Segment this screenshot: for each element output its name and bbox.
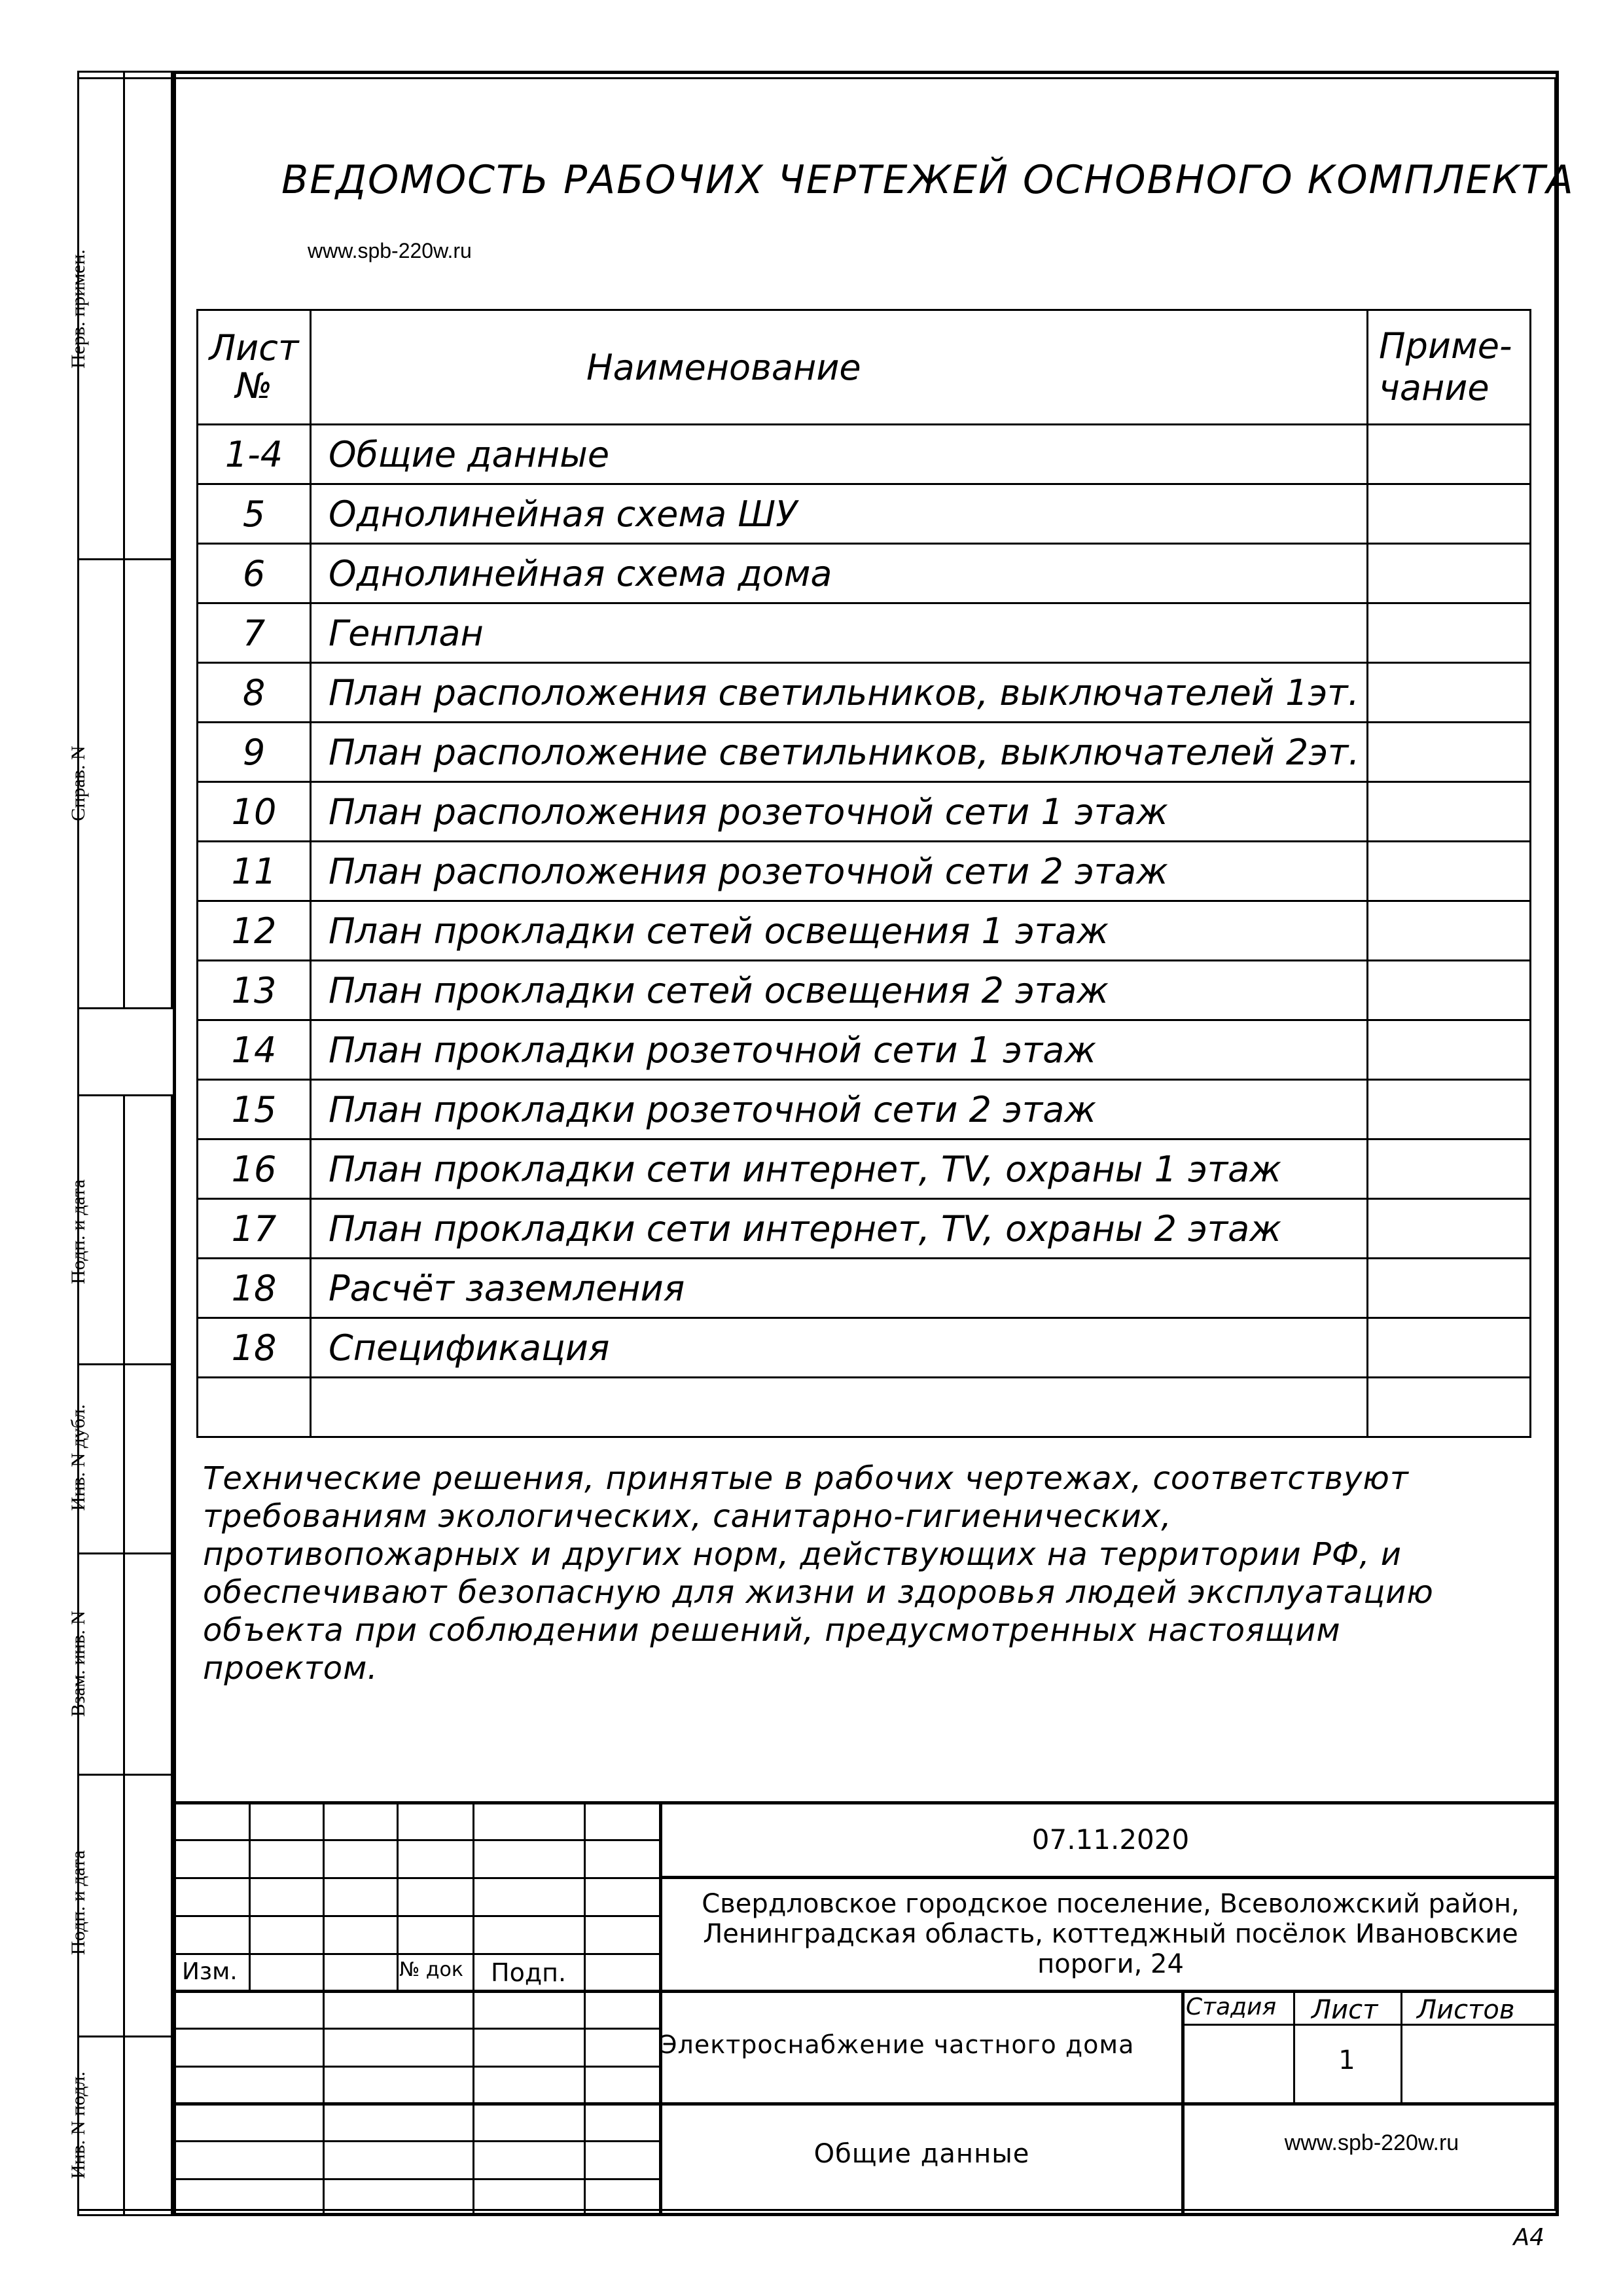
stamp-grid-line <box>173 2066 660 2068</box>
stamp-grid-line <box>1400 1990 1402 2104</box>
note-line: противопожарных и других норм, действующих на территории РФ, и <box>203 1536 1402 1573</box>
sheet-name: План прокладки сетей освещения 1 этаж <box>311 901 1368 961</box>
col-name-header: Наименование <box>311 310 1368 425</box>
stamp-grid-line <box>249 1801 251 1991</box>
note-line: требованиям экологических, санитарно-гигиенических, <box>203 1498 1172 1535</box>
stamp-grid-line <box>173 2178 660 2180</box>
stamp-grid-line <box>584 1801 586 2216</box>
stamp-izm-label: Изм. <box>182 1958 238 1985</box>
sheet-name: План расположения розеточной сети 2 этаж <box>311 842 1368 901</box>
stamp-address <box>662 1889 1559 1979</box>
stamp-grid-line <box>173 1877 660 1879</box>
note-line: обеспечивают безопасную для жизни и здоровья людей эксплуатацию <box>203 1574 1434 1611</box>
sheet-note <box>1368 425 1531 484</box>
sheet-name: Однолинейная схема дома <box>311 544 1368 603</box>
address-line: Ленинградская область, коттеджный посёлок Ивановские <box>703 1919 1518 1949</box>
sheet-name: План расположения розеточной сети 1 этаж <box>311 782 1368 842</box>
table-row <box>198 901 1531 961</box>
stamp-grid-line <box>473 1801 474 2216</box>
stamp-grid-line <box>173 2140 660 2142</box>
sheet-note <box>1368 1199 1531 1259</box>
stamp-grid-line <box>173 2102 1559 2106</box>
table-row <box>198 603 1531 663</box>
sheet-number: 8 <box>198 663 311 723</box>
table-row <box>198 1199 1531 1259</box>
table-row <box>198 723 1531 782</box>
stamp-site: www.spb-220w.ru <box>1284 2130 1459 2155</box>
sheet-number: 18 <box>198 1318 311 1378</box>
sheet-number: 16 <box>198 1139 311 1199</box>
sidebar-block-lower <box>77 1094 173 2216</box>
table-row <box>198 842 1531 901</box>
sheet-note <box>1368 1020 1531 1080</box>
sheet-note <box>1368 1080 1531 1139</box>
stamp-grid-line <box>173 1839 660 1841</box>
table-row <box>198 484 1531 544</box>
table-row <box>198 425 1531 484</box>
sidebar-label-inv-dubl: Инв. N дубл. <box>67 1404 89 1511</box>
sheet-note <box>1368 1139 1531 1199</box>
sheet-number: 10 <box>198 782 311 842</box>
col-sheet-line1: Лист <box>209 327 299 368</box>
sheet-number: 6 <box>198 544 311 603</box>
stamp-podp-label: Подп. <box>491 1958 567 1987</box>
sidebar-line <box>77 1552 173 1554</box>
sheet-number: 12 <box>198 901 311 961</box>
technical-note <box>203 1460 1479 1687</box>
sheet-name: План прокладки сетей освещения 2 этаж <box>311 961 1368 1020</box>
sheet-name: План расположение светильников, выключателей 2эт. <box>311 723 1368 782</box>
col-note-line1: Приме- <box>1379 325 1512 367</box>
format-label: A4 <box>1513 2224 1544 2251</box>
stamp-grid-line <box>173 2028 660 2030</box>
note-line: Технические решения, принятые в рабочих чертежах, соответствуют <box>203 1460 1409 1497</box>
sheet-name: План прокладки сети интернет, TV, охраны 1 этаж <box>311 1139 1368 1199</box>
stamp-sheet-title: Общие данные <box>813 2139 1030 2169</box>
sidebar-block-sprav <box>77 558 173 1009</box>
sheet-number: 5 <box>198 484 311 544</box>
sidebar-label-inv-podl: Инв. N подл. <box>67 2072 89 2179</box>
stamp-sheet-value: 1 <box>1338 2045 1355 2075</box>
table-row <box>198 1139 1531 1199</box>
sheet-note <box>1368 782 1531 842</box>
sheet-number: 11 <box>198 842 311 901</box>
sidebar-line <box>77 1363 173 1365</box>
sheet-note <box>1368 1318 1531 1378</box>
site-url: www.spb-220w.ru <box>308 239 472 262</box>
sheet-note <box>1368 901 1531 961</box>
sheet-number: 9 <box>198 723 311 782</box>
sheet-note <box>1368 1259 1531 1318</box>
sheet-number: 7 <box>198 603 311 663</box>
sheet-number: 14 <box>198 1020 311 1080</box>
sheet-name: Генплан <box>311 603 1368 663</box>
stamp-date: 07.11.2020 <box>1031 1823 1190 1856</box>
sheet-number: 17 <box>198 1199 311 1259</box>
stamp-sheet-label: Лист <box>1311 1995 1378 2025</box>
stamp-grid-line <box>659 1876 1559 1879</box>
sheet-name: План прокладки сети интернет, TV, охраны 2 этаж <box>311 1199 1368 1259</box>
sheet-note <box>1368 842 1531 901</box>
stamp-grid-line <box>173 1915 660 1917</box>
sheet-name: Однолинейная схема ШУ <box>311 484 1368 544</box>
sidebar-label-vzam: Взам. инв. N <box>67 1610 89 1717</box>
sheet-number: 13 <box>198 961 311 1020</box>
sidebar-label-perv: Перв. примен. <box>67 249 89 369</box>
document-title: ВЕДОМОСТЬ РАБОЧИХ ЧЕРТЕЖЕЙ ОСНОВНОГО КОМПЛЕКТА <box>281 157 1575 203</box>
sidebar-label-podp2: Подп. и дата <box>67 1850 89 1956</box>
sheet-note <box>1368 961 1531 1020</box>
drawings-table <box>196 309 1531 1438</box>
stamp-grid-line <box>173 1953 660 1955</box>
col-sheet-line2: № <box>235 365 273 406</box>
table-body <box>198 425 1531 1437</box>
table-row <box>198 1378 1531 1437</box>
stamp-grid-line <box>173 1990 1559 1993</box>
sidebar-line <box>77 2036 173 2037</box>
table-row <box>198 961 1531 1020</box>
note-line: проектом. <box>203 1650 378 1687</box>
table-row <box>198 663 1531 723</box>
table-row <box>198 1080 1531 1139</box>
sidebar-label-podp1: Подп. и дата <box>67 1179 89 1285</box>
sheet-name: Спецификация <box>311 1318 1368 1378</box>
sheet-name: План прокладки розеточной сети 1 этаж <box>311 1020 1368 1080</box>
sheet-number: 1-4 <box>198 425 311 484</box>
stamp-grid-line <box>397 1801 399 1991</box>
sheet-number: 15 <box>198 1080 311 1139</box>
sheet-note <box>1368 544 1531 603</box>
sheet-name: Общие данные <box>311 425 1368 484</box>
col-note-line2: чание <box>1379 367 1489 408</box>
table-row <box>198 544 1531 603</box>
table-row <box>198 1259 1531 1318</box>
table-header-row <box>198 310 1531 425</box>
sidebar-block-perv <box>77 71 173 560</box>
stamp-sheets-label: Листов <box>1417 1995 1515 2025</box>
sheet-note <box>1368 663 1531 723</box>
sheet-note <box>1368 1378 1531 1437</box>
address-line: Свердловское городское поселение, Всеволожский район, <box>702 1889 1520 1919</box>
sheet-note <box>1368 723 1531 782</box>
sidebar-divider-lower <box>123 1094 125 2216</box>
stamp-ndok-label: № док <box>399 1958 463 1981</box>
sheet-number: 18 <box>198 1259 311 1318</box>
sheet-note <box>1368 484 1531 544</box>
table-row <box>198 1020 1531 1080</box>
stamp-project: Электроснабжение частного дома <box>660 2030 1135 2059</box>
sheet-name: Расчёт заземления <box>311 1259 1368 1318</box>
table-row <box>198 1318 1531 1378</box>
stamp-grid-line <box>323 1801 325 1991</box>
sheet-note <box>1368 603 1531 663</box>
sidebar-label-sprav: Справ. N <box>67 745 89 821</box>
sheet-name <box>311 1378 1368 1437</box>
stamp-stage-label: Стадия <box>1186 1994 1277 2020</box>
sheet-number <box>198 1378 311 1437</box>
address-line: пороги, 24 <box>1037 1949 1184 1979</box>
col-sheet-header <box>198 310 311 425</box>
sheet-name: План прокладки розеточной сети 2 этаж <box>311 1080 1368 1139</box>
sheet-name: План расположения светильников, выключателей 1эт. <box>311 663 1368 723</box>
sidebar-line <box>77 1774 173 1776</box>
note-line: объекта при соблюдении решений, предусмотренных настоящим <box>203 1612 1341 1649</box>
col-note-header <box>1368 310 1531 425</box>
table-row <box>198 782 1531 842</box>
